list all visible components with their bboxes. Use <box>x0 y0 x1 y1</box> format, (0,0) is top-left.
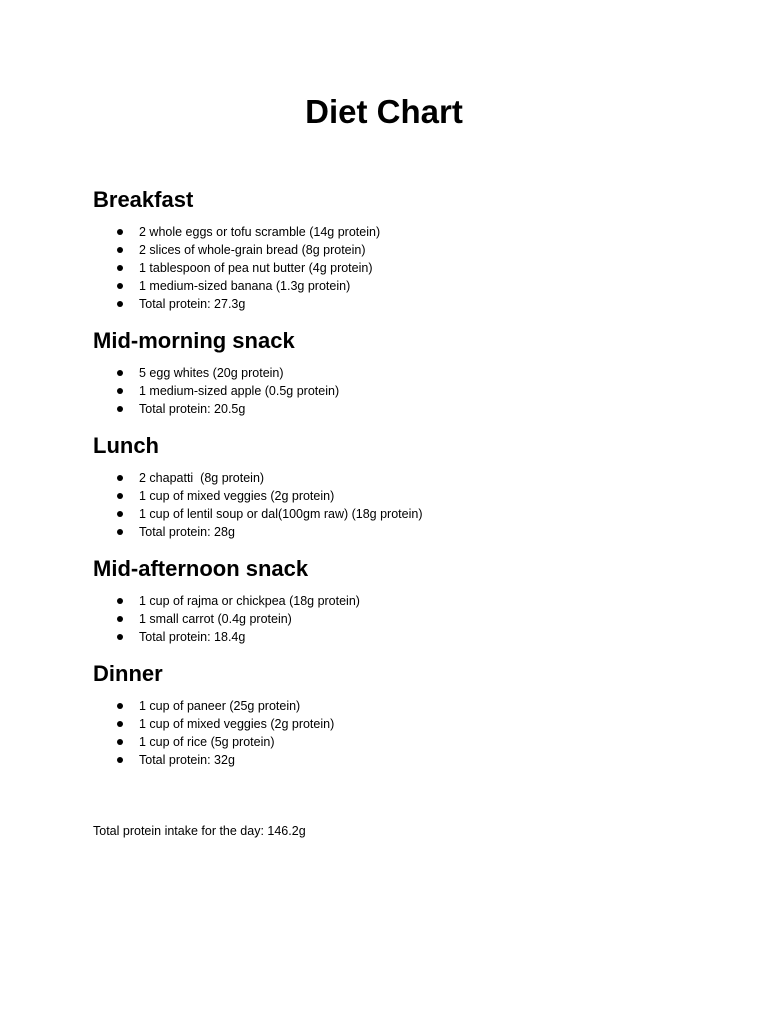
bullet-icon <box>117 493 123 499</box>
list-item-total <box>93 751 693 769</box>
list-item <box>93 223 693 241</box>
list-item <box>93 487 693 505</box>
bullet-icon <box>117 529 123 535</box>
list-item <box>93 382 693 400</box>
list-item <box>93 592 693 610</box>
item-list <box>93 697 693 769</box>
list-item-text: 1 cup of mixed veggies (2g protein) <box>139 489 335 503</box>
bullet-icon <box>117 703 123 709</box>
bullet-icon <box>117 283 123 289</box>
document-body <box>93 185 693 782</box>
list-item-total <box>93 400 693 418</box>
bullet-icon <box>117 229 123 235</box>
list-item <box>93 697 693 715</box>
list-item <box>93 715 693 733</box>
section-mid-morning-snack <box>93 326 693 418</box>
section-breakfast <box>93 185 693 313</box>
list-item <box>93 733 693 751</box>
list-item <box>93 505 693 523</box>
item-list <box>93 223 693 313</box>
list-item-total <box>93 523 693 541</box>
list-item-text: Total protein: 28g <box>139 525 235 539</box>
bullet-icon <box>117 388 123 394</box>
item-list <box>93 592 693 646</box>
list-item-text: 5 egg whites (20g protein) <box>139 366 284 380</box>
list-item-text: 1 medium-sized banana (1.3g protein) <box>139 279 351 293</box>
list-item <box>93 469 693 487</box>
list-item-text: 2 whole eggs or tofu scramble (14g protein) <box>139 225 381 239</box>
bullet-icon <box>117 370 123 376</box>
bullet-icon <box>117 475 123 481</box>
section-heading: Lunch <box>93 433 159 458</box>
list-item-text: Total protein: 18.4g <box>139 630 246 644</box>
bullet-icon <box>117 616 123 622</box>
bullet-icon <box>117 739 123 745</box>
list-item-text: 1 cup of rice (5g protein) <box>139 735 275 749</box>
list-item-text: 2 chapatti (8g protein) <box>139 471 265 485</box>
section-heading: Mid-morning snack <box>93 328 295 353</box>
daily-protein-total: Total protein intake for the day: 146.2g <box>93 824 306 838</box>
bullet-icon <box>117 301 123 307</box>
list-item-text: 1 cup of mixed veggies (2g protein) <box>139 717 335 731</box>
list-item-text: Total protein: 20.5g <box>139 402 246 416</box>
section-heading: Breakfast <box>93 187 194 212</box>
list-item-text: 2 slices of whole-grain bread (8g protein) <box>139 243 366 257</box>
list-item <box>93 364 693 382</box>
list-item <box>93 610 693 628</box>
list-item <box>93 259 693 277</box>
section-heading: Dinner <box>93 661 163 686</box>
list-item-text: 1 medium-sized apple (0.5g protein) <box>139 384 340 398</box>
list-item <box>93 277 693 295</box>
item-list <box>93 364 693 418</box>
item-list <box>93 469 693 541</box>
bullet-icon <box>117 721 123 727</box>
bullet-icon <box>117 511 123 517</box>
bullet-icon <box>117 634 123 640</box>
list-item <box>93 241 693 259</box>
section-lunch <box>93 431 693 541</box>
list-item-total <box>93 295 693 313</box>
list-item-total <box>93 628 693 646</box>
bullet-icon <box>117 247 123 253</box>
section-heading: Mid-afternoon snack <box>93 556 309 581</box>
list-item-text: 1 tablespoon of pea nut butter (4g protein) <box>139 261 373 275</box>
section-mid-afternoon-snack <box>93 554 693 646</box>
list-item-text: Total protein: 32g <box>139 753 235 767</box>
list-item-text: Total protein: 27.3g <box>139 297 246 311</box>
bullet-icon <box>117 265 123 271</box>
list-item-text: 1 cup of paneer (25g protein) <box>139 699 301 713</box>
bullet-icon <box>117 598 123 604</box>
bullet-icon <box>117 757 123 763</box>
list-item-text: 1 cup of rajma or chickpea (18g protein) <box>139 594 360 608</box>
list-item-text: 1 small carrot (0.4g protein) <box>139 612 292 626</box>
section-dinner <box>93 659 693 769</box>
bullet-icon <box>117 406 123 412</box>
list-item-text: 1 cup of lentil soup or dal(100gm raw) (18g protein) <box>139 507 423 521</box>
page-title: Diet Chart <box>305 93 463 130</box>
